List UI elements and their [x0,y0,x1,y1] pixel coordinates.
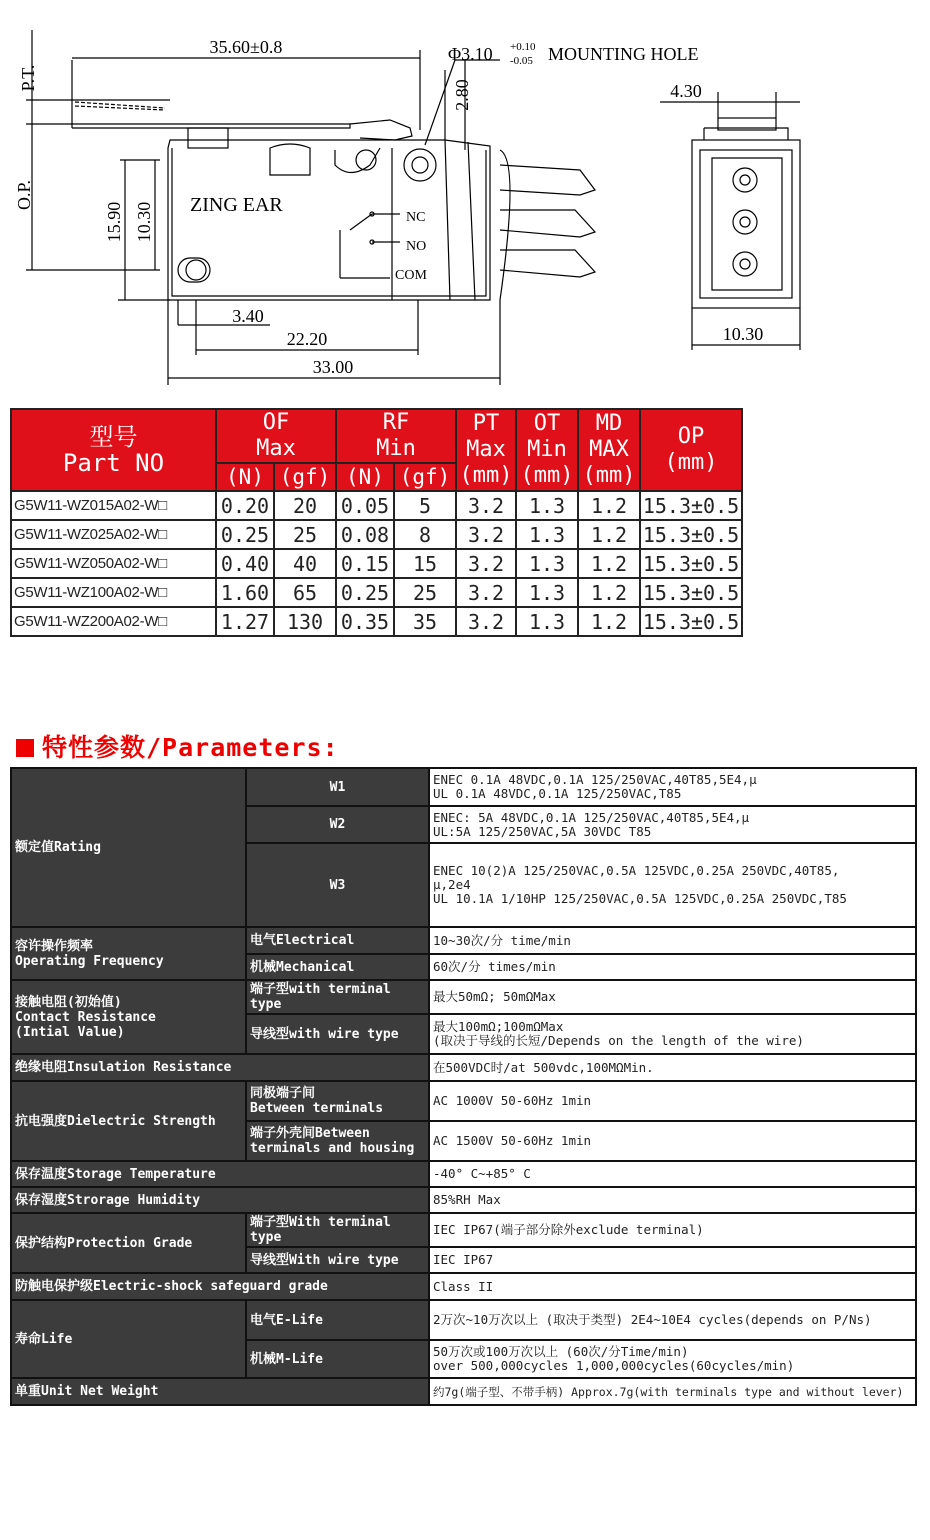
insulation-label: 绝缘电阻Insulation Resistance [11,1054,429,1081]
storage-hum-value: 85%RH Max [429,1187,916,1213]
life-e-value: 2万次~10万次以上 (取决于类型) 2E4~10E4 cycles(depends on P/Ns) [429,1300,916,1340]
freq-label: 容许操作频率 Operating Frequency [11,927,246,980]
w3-value: ENEC 10(2)A 125/250VAC,0.5A 125VDC,0.25A 250VDC,40T85, μ,2e4 UL 10.1A 1/10HP 125/250VAC,0.5A 125VDC,0.25A 250VDC,T85 [429,843,916,927]
dim-10-30-end: 10.30 [722,324,764,344]
cell-part: G5W11-WZ100A02-W□ [11,578,216,607]
table-row [11,491,742,520]
dim-10-30-side: 10.30 [134,201,154,243]
freq-mech-label: 机械Mechanical [246,954,429,980]
storage-hum-label: 保存湿度Strorage Humidity [11,1187,429,1213]
rating-label: 额定值Rating [11,768,246,927]
ot-header [516,409,578,491]
param-row [11,1300,916,1340]
cell-part: G5W11-WZ025A02-W□ [11,520,216,549]
param-row [11,1054,916,1081]
parts-header-row [11,409,742,463]
contact-label: 接触电阻(初始值) Contact Resistance (Intial Value) [11,980,246,1054]
storage-temp-label: 保存温度Storage Temperature [11,1161,429,1187]
cell-ot: 1.3 [516,549,578,578]
pt-header-unit: (mm) [459,463,513,488]
shock-label: 防触电保护级Electric-shock safeguard grade [11,1273,429,1300]
dim-33-00: 33.00 [312,357,354,377]
part-no-header [11,409,216,491]
protection-label: 保护结构Protection Grade [11,1213,246,1273]
ot-header-unit: (mm) [520,463,574,488]
dim-2-80: 2.80 [452,79,472,111]
rf-n-unit: (N) [336,463,394,491]
cell-pt: 3.2 [456,549,516,578]
prot-wire-value: IEC IP67 [429,1247,916,1273]
life-e-label: 电气E-Life [246,1300,429,1340]
cell-op: 15.3±0.5 [640,549,742,578]
pt-label: P.T. [18,64,38,92]
param-row [11,1378,916,1405]
mounting-tol-plus: +0.10 [510,41,536,53]
w2-value: ENEC: 5A 48VDC,0.1A 125/250VAC,40T85,5E4,μ UL:5A 125/250VAC,5A 30VDC T85 [429,806,916,843]
cell-part: G5W11-WZ200A02-W□ [11,607,216,636]
cell-op: 15.3±0.5 [640,491,742,520]
op-header-bottom: (mm) [664,450,718,475]
diel-housing-label: 端子外壳间Between terminals and housing [246,1121,429,1161]
cell-of-n: 0.20 [216,491,274,520]
cell-of-gf: 25 [274,520,336,549]
cell-op: 15.3±0.5 [640,607,742,636]
insulation-value: 在500VDC时/at 500vdc,100MΩMin. [429,1054,916,1081]
contact-term-label: 端子型with terminal type [246,980,429,1014]
cell-of-n: 1.27 [216,607,274,636]
cell-rf-n: 0.08 [336,520,394,549]
parameters-heading [16,728,339,764]
md-header [578,409,640,491]
contact-wire-label: 导线型with wire type [246,1014,429,1054]
shock-value: Class II [429,1273,916,1300]
cell-ot: 1.3 [516,520,578,549]
cell-of-n: 0.40 [216,549,274,578]
part-no-header-cn: 型号 [89,423,138,451]
storage-temp-value: -40° C~+85° C [429,1161,916,1187]
w1-label: W1 [246,768,429,806]
heading-square-icon [16,739,34,757]
op-label: O.P. [14,179,34,211]
cell-rf-gf: 15 [394,549,456,578]
dim-3-40: 3.40 [232,306,264,326]
life-m-value: 50万次或100万次以上 (60次/分Time/min) over 500,000cycles 1,000,000cycles(60cycles/min) [429,1340,916,1378]
parameters-heading-text: 特性参数/Parameters: [42,733,339,762]
contact-term-value: 最大50mΩ; 50mΩMax [429,980,916,1014]
rf-header-top: RF [382,410,410,435]
dielectric-label: 抗电强度Dielectric Strength [11,1081,246,1161]
parts-body [11,491,742,636]
cell-md: 1.2 [578,491,640,520]
of-header-bottom: Max [256,436,296,461]
cell-part: G5W11-WZ015A02-W□ [11,491,216,520]
cell-of-gf: 65 [274,578,336,607]
cell-rf-gf: 35 [394,607,456,636]
md-header-mid: MAX [589,437,629,462]
ot-header-top: OT [533,411,561,436]
com-label: COM [395,268,427,283]
cell-pt: 3.2 [456,491,516,520]
of-n-unit: (N) [216,463,274,491]
param-row [11,927,916,954]
param-row [11,768,916,806]
weight-value: 约7g(端子型、不带手柄) Approx.7g(with terminals type and without lever) [429,1378,916,1405]
dim-4-30: 4.30 [670,81,702,101]
diel-between-value: AC 1000V 50-60Hz 1min [429,1081,916,1121]
w1-value: ENEC 0.1A 48VDC,0.1A 125/250VAC,40T85,5E4,μ UL 0.1A 48VDC,0.1A 125/250VAC,T85 [429,768,916,806]
ot-header-mid: Min [527,437,567,462]
cell-rf-n: 0.25 [336,578,394,607]
cell-md: 1.2 [578,520,640,549]
cell-ot: 1.3 [516,491,578,520]
cell-part: G5W11-WZ050A02-W□ [11,549,216,578]
param-row [11,1273,916,1300]
contact-wire-value: 最大100mΩ;100mΩMax (取决于导线的长短/Depends on the length of the wire) [429,1014,916,1054]
cell-pt: 3.2 [456,578,516,607]
freq-elec-value: 10~30次/分 time/min [429,927,916,954]
cell-rf-gf: 5 [394,491,456,520]
brand-label: ZING EAR [190,194,283,216]
w2-label: W2 [246,806,429,843]
dim-15-90: 15.90 [104,201,124,243]
cell-of-n: 0.25 [216,520,274,549]
prot-term-label: 端子型With terminal type [246,1213,429,1247]
part-no-header-en: Part NO [62,449,165,477]
of-gf-unit: (gf) [274,463,336,491]
cell-rf-gf: 25 [394,578,456,607]
w3-label: W3 [246,843,429,927]
cell-of-gf: 20 [274,491,336,520]
diel-between-label: 同极端子间 Between terminals [246,1081,429,1121]
of-header [216,409,336,463]
diel-housing-value: AC 1500V 50-60Hz 1min [429,1121,916,1161]
freq-mech-value: 60次/分 times/min [429,954,916,980]
mounting-hole-dia: Φ3.10 [448,44,493,64]
cell-rf-n: 0.15 [336,549,394,578]
cell-pt: 3.2 [456,520,516,549]
md-header-top: MD [595,411,623,436]
mounting-tol-minus: -0.05 [510,55,533,67]
cell-md: 1.2 [578,549,640,578]
cell-of-gf: 40 [274,549,336,578]
pt-header-mid: Max [466,437,506,462]
cell-rf-n: 0.05 [336,491,394,520]
switch-dimension-drawing [0,0,930,395]
part-number-table [10,408,743,637]
table-row [11,578,742,607]
rf-header [336,409,456,463]
cell-rf-n: 0.35 [336,607,394,636]
nc-label: NC [406,210,426,225]
op-header-top: OP [677,424,705,449]
rf-gf-unit: (gf) [394,463,456,491]
dim-35-60: 35.60±0.8 [209,37,283,57]
cell-of-gf: 130 [274,607,336,636]
cell-md: 1.2 [578,607,640,636]
life-label: 寿命Life [11,1300,246,1378]
no-label: NO [406,239,427,254]
pt-header-top: PT [472,411,500,436]
table-row [11,549,742,578]
life-m-label: 机械M-Life [246,1340,429,1378]
cell-op: 15.3±0.5 [640,520,742,549]
param-row [11,980,916,1014]
cell-op: 15.3±0.5 [640,578,742,607]
cell-pt: 3.2 [456,607,516,636]
parameters-table [10,767,917,1406]
prot-term-value: IEC IP67(端子部分除外exclude terminal) [429,1213,916,1247]
pt-header [456,409,516,491]
md-header-unit: (mm) [582,463,636,488]
param-row [11,1187,916,1213]
dim-22-20: 22.20 [286,329,328,349]
rf-header-bottom: Min [376,436,416,461]
prot-wire-label: 导线型With wire type [246,1247,429,1273]
of-header-top: OF [262,410,290,435]
weight-label: 单重Unit Net Weight [11,1378,429,1405]
mounting-hole-text: MOUNTING HOLE [548,44,699,64]
cell-ot: 1.3 [516,578,578,607]
freq-elec-label: 电气Electrical [246,927,429,954]
cell-md: 1.2 [578,578,640,607]
param-row [11,1213,916,1247]
param-row [11,1161,916,1187]
op-header [640,409,742,491]
cell-rf-gf: 8 [394,520,456,549]
table-row [11,607,742,636]
cell-ot: 1.3 [516,607,578,636]
param-row [11,1081,916,1121]
table-row [11,520,742,549]
cell-of-n: 1.60 [216,578,274,607]
